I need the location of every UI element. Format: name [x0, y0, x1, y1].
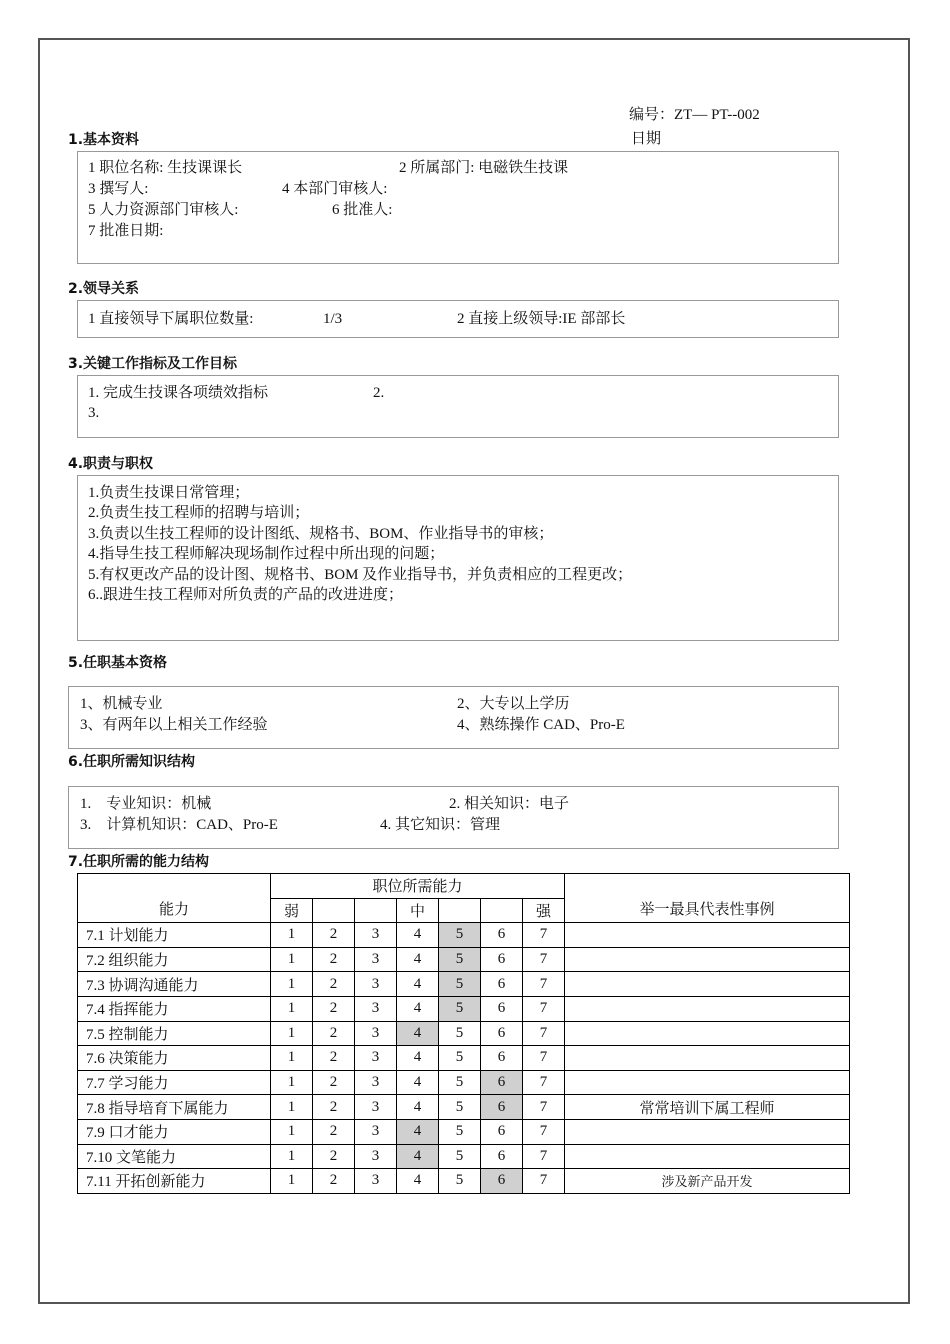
subordinates-value: 1/3 [323, 311, 343, 327]
section-kpi-title: 3.关键工作指标及工作目标 [68, 356, 238, 372]
ability-name: 7.6 决策能力 [78, 1046, 271, 1071]
level-cell: 6 [481, 1169, 523, 1194]
ability-row [78, 1021, 850, 1046]
subordinates-label: 1 直接领导下属职位数量: [88, 311, 254, 327]
example-header: 举一最具代表性事例 [565, 874, 850, 923]
level-cell: 7 [523, 923, 565, 948]
level-cell: 4 [397, 923, 439, 948]
level-cell: 3 [355, 1021, 397, 1046]
level-cell: 7 [523, 1095, 565, 1120]
level-cell: 3 [355, 1095, 397, 1120]
level-cell: 1 [271, 1144, 313, 1169]
level-cell: 1 [271, 1021, 313, 1046]
level-cell: 7 [523, 1119, 565, 1144]
ability-name: 7.5 控制能力 [78, 1021, 271, 1046]
ability-name: 7.7 学习能力 [78, 1070, 271, 1095]
level-cell: 6 [481, 1021, 523, 1046]
ability-row [78, 923, 850, 948]
ability-example: 涉及新产品开发 [565, 1169, 850, 1194]
ability-name: 7.8 指导培育下属能力 [78, 1095, 271, 1120]
ability-row [78, 1119, 850, 1144]
level-cell: 2 [313, 923, 355, 948]
level-cell: 5 [439, 947, 481, 972]
level-cell: 7 [523, 1046, 565, 1071]
qualification-experience: 3、有两年以上相关工作经验 [80, 717, 268, 733]
level-cell: 6 [481, 1119, 523, 1144]
level-cell: 2 [313, 1046, 355, 1071]
knowledge-other: 4. 其它知识：管理 [380, 817, 501, 833]
doc-number: 编号：ZT— PT--002 [629, 107, 760, 123]
ability-example [565, 1021, 850, 1046]
level-cell: 3 [355, 1046, 397, 1071]
level-cell: 2 [313, 1144, 355, 1169]
level-cell: 6 [481, 923, 523, 948]
level-cell: 6 [481, 1046, 523, 1071]
level-cell: 7 [523, 1144, 565, 1169]
duty-item: 2.负责生技工程师的招聘与培训； [88, 505, 310, 521]
ability-example [565, 923, 850, 948]
ability-row [78, 947, 850, 972]
qualification-major: 1、机械专业 [80, 696, 163, 712]
level-cell: 4 [397, 947, 439, 972]
level-cell: 3 [355, 1070, 397, 1095]
approve-date: 7 批准日期: [88, 223, 164, 239]
level-cell: 1 [271, 1095, 313, 1120]
knowledge-computer: 3. 计算机知识：CAD、Pro-E [80, 817, 278, 833]
level-cell: 2 [313, 972, 355, 997]
level-cell: 6 [481, 1144, 523, 1169]
level-cell: 1 [271, 972, 313, 997]
section-qualifications-title: 5.任职基本资格 [68, 655, 168, 671]
level-cell: 2 [313, 947, 355, 972]
mid-label: 中 [397, 898, 439, 923]
level-cell: 7 [523, 1070, 565, 1095]
ability-row [78, 1070, 850, 1095]
ability-name: 7.10 文笔能力 [78, 1144, 271, 1169]
ability-name: 7.11 开拓创新能力 [78, 1169, 271, 1194]
ability-example: 常常培训下属工程师 [565, 1095, 850, 1120]
level-cell: 4 [397, 1095, 439, 1120]
doc-date: 日期 [631, 131, 662, 147]
level-cell: 3 [355, 1144, 397, 1169]
level-cell: 2 [313, 1070, 355, 1095]
ability-rows [78, 923, 850, 1194]
level-cell: 6 [481, 972, 523, 997]
duty-item: 1.负责生技课日常管理； [88, 485, 250, 501]
level-cell: 5 [439, 996, 481, 1021]
level-cell: 4 [397, 996, 439, 1021]
ability-name: 7.1 计划能力 [78, 923, 271, 948]
level-cell: 5 [439, 1046, 481, 1071]
ability-example [565, 1046, 850, 1071]
section-knowledge-title: 6.任职所需知识结构 [68, 754, 196, 770]
level-cell: 2 [313, 1021, 355, 1046]
level-cell: 3 [355, 923, 397, 948]
level-cell: 6 [481, 1070, 523, 1095]
level-cell: 7 [523, 996, 565, 1021]
level-cell: 6 [481, 1095, 523, 1120]
kpi-item-2: 2. [373, 385, 385, 401]
ability-name: 7.9 口才能力 [78, 1119, 271, 1144]
level-cell: 5 [439, 972, 481, 997]
level-cell: 7 [523, 1021, 565, 1046]
level-cell: 5 [439, 1070, 481, 1095]
level-cell: 3 [355, 972, 397, 997]
required-ability-header: 职位所需能力 [271, 874, 565, 899]
ability-header: 能力 [78, 874, 271, 923]
ability-row [78, 996, 850, 1021]
section-basic-info-title: 1.基本资料 [68, 132, 140, 148]
level-cell: 3 [355, 1119, 397, 1144]
level-cell: 4 [397, 1021, 439, 1046]
ability-example [565, 996, 850, 1021]
level-cell: 6 [481, 996, 523, 1021]
qualification-education: 2、大专以上学历 [457, 696, 570, 712]
duty-item: 5.有权更改产品的设计图、规格书、BOM 及作业指导书，并负责相应的工程更改； [88, 567, 633, 583]
level-cell: 4 [397, 1119, 439, 1144]
department: 2 所属部门: 电磁铁生技课 [399, 160, 569, 176]
level-cell: 5 [439, 1021, 481, 1046]
level-cell: 7 [523, 947, 565, 972]
level-cell: 2 [313, 1119, 355, 1144]
level-cell: 4 [397, 972, 439, 997]
ability-table [77, 873, 850, 1194]
ability-example [565, 1119, 850, 1144]
duty-item: 3.负责以生技工程师的设计图纸、规格书、BOM、作业指导书的审核； [88, 526, 554, 542]
section-leadership-title: 2.领导关系 [68, 281, 140, 297]
level-cell: 7 [523, 1169, 565, 1194]
strong-label: 强 [523, 898, 565, 923]
duty-item: 4.指导生技工程师解决现场制作过程中所出现的问题； [88, 546, 445, 562]
section-duties-title: 4.职责与职权 [68, 456, 154, 472]
knowledge-professional: 1. 专业知识：机械 [80, 796, 212, 812]
level-cell: 3 [355, 996, 397, 1021]
dept-reviewer: 4 本部门审核人: [282, 181, 388, 197]
level-cell: 3 [355, 947, 397, 972]
level-cell: 1 [271, 1070, 313, 1095]
writer: 3 撰写人: [88, 181, 149, 197]
level-cell: 1 [271, 947, 313, 972]
ability-name: 7.2 组织能力 [78, 947, 271, 972]
ability-row [78, 1169, 850, 1194]
level-cell: 6 [481, 947, 523, 972]
level-cell: 3 [355, 1169, 397, 1194]
level-cell: 1 [271, 996, 313, 1021]
duty-item: 6..跟进生技工程师对所负责的产品的改进进度； [88, 587, 404, 603]
level-cell: 2 [313, 996, 355, 1021]
ability-row [78, 1144, 850, 1169]
qualification-software: 4、熟练操作 CAD、Pro-E [457, 717, 625, 733]
position-name: 1 职位名称: 生技课课长 [88, 160, 243, 176]
level-cell: 5 [439, 1095, 481, 1120]
level-cell: 1 [271, 1169, 313, 1194]
level-cell: 2 [313, 1095, 355, 1120]
hr-reviewer: 5 人力资源部门审核人: [88, 202, 239, 218]
level-cell: 2 [313, 1169, 355, 1194]
level-cell: 1 [271, 1046, 313, 1071]
ability-example [565, 972, 850, 997]
kpi-item-3: 3. [88, 405, 100, 421]
level-cell: 4 [397, 1070, 439, 1095]
level-cell: 4 [397, 1144, 439, 1169]
ability-example [565, 1144, 850, 1169]
ability-row [78, 1046, 850, 1071]
kpi-item-1: 1. 完成生技课各项绩效指标 [88, 385, 269, 401]
knowledge-related: 2. 相关知识：电子 [449, 796, 570, 812]
level-cell: 5 [439, 1119, 481, 1144]
ability-row [78, 1095, 850, 1120]
level-cell: 5 [439, 1169, 481, 1194]
ability-example [565, 1070, 850, 1095]
level-cell: 7 [523, 972, 565, 997]
ability-name: 7.3 协调沟通能力 [78, 972, 271, 997]
ability-row [78, 972, 850, 997]
approver: 6 批准人: [332, 202, 393, 218]
level-cell: 5 [439, 1144, 481, 1169]
level-cell: 5 [439, 923, 481, 948]
ability-example [565, 947, 850, 972]
level-cell: 4 [397, 1046, 439, 1071]
weak-label: 弱 [271, 898, 313, 923]
level-cell: 1 [271, 1119, 313, 1144]
level-cell: 4 [397, 1169, 439, 1194]
level-cell: 1 [271, 923, 313, 948]
superior: 2 直接上级领导:IE 部部长 [457, 311, 626, 327]
section-ability-title: 7.任职所需的能力结构 [68, 854, 210, 870]
ability-name: 7.4 指挥能力 [78, 996, 271, 1021]
